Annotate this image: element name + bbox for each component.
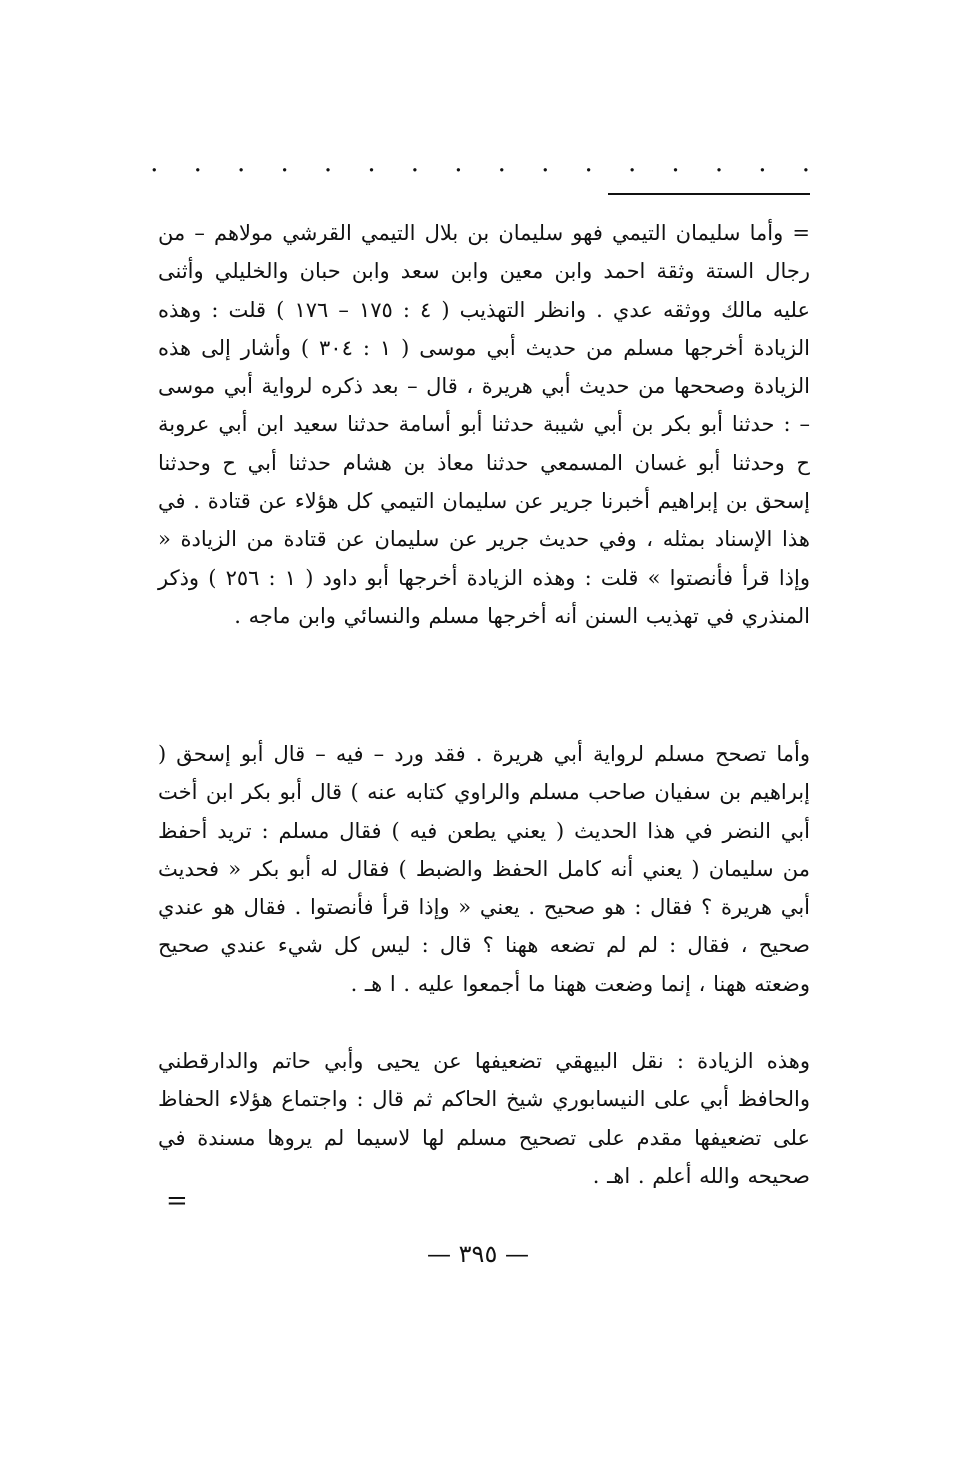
separator-dot: . <box>237 148 246 178</box>
footnote-paragraph-3: وهذه الزيادة : نقل البيهقي تضعيفها عن يحيى وأبي حاتم والدارقطني والحافظ أبي على النيسابوري شيخ الحاكم ثم قال : واجتماع هؤلاء الحفاظ على تضعيفها مقدم على تصحيح مسلم لها لاسيما لم يروها مسندة في صحيحه والله أعلم . اهـ . <box>158 1049 810 1188</box>
separator-dot: . <box>150 148 159 178</box>
separator-dot: . <box>323 148 333 178</box>
footnote-paragraph-2: وأما تصحح مسلم لرواية أبي هريرة . فقد ورد – فيه – قال أبو إسحق ( إبراهيم بن سفيان صاحب مسلم والراوي كتابه عنه ) قال أبو بكر ابن أخت أبي النضر في هذا الحديث ( يعني يطعن فيه ) فقال مسلم : تريد أحفظ من سليمان ( يعني أنه كامل الحفظ والضبط ) فقال له أبو بكر « فحديث أبي هريرة ؟ فقال : هو صحيح . يعني « وإذا قرأ فأنصتوا . فقال هو عندي صحيح ، فقال : لم لم تضعه ههنا ؟ قال : ليس كل شيء عندي صحيح وضعته ههنا ، إنما وضعت ههنا ما أجمعوا عليه . ا هـ . <box>158 742 810 996</box>
footnote-paragraph-1: = وأما سليمان التيمي فهو سليمان بن بلال التيمي القرشي مولاهم – من رجال الستة وثقة احمد وابن معين وابن سعد وابن حبان والخليلي وأثنى عليه مالك ووثقه عدي . وانظر التهذيب ( ٤ : ١٧٥ – ١٧٦ ) قلت : وهذه الزيادة أخرجها مسلم من حديث أبي موسى ( ١ : ٣٠٤ ) وأشار إلى هذه الزيادة وصححها من حديث أبي هريرة ، قال – بعد ذكره لرواية أبي موسى – : حدثنا أبو بكر بن أبي شيبة حدثنا أبو أسامة حدثنا سعيد ابن أبي عروبة ح وحدثنا أبو غسان المسمعي حدثنا معاذ بن هشام حدثنا أبي ح وحدثنا إسحق بن إبراهيم أخبرنا جرير عن سليمان التيمي كل هؤلاء عن قتادة . في هذا الإسناد بمثله ، وفي حديث جرير عن سليمان عن قتادة من الزيادة « وإذا قرأ فأنصتوا » قلت : وهذه الزيادة أخرجها أبو داود ( ١ : ٢٥٦ ) وذكر المنذري في تهذيب السنن أنه أخرجها مسلم والنسائي وابن ماجه . <box>158 221 810 628</box>
separator-dot: . <box>367 148 376 178</box>
separator-dot: . <box>454 148 463 178</box>
separator-dot: . <box>497 148 506 178</box>
dot-separator <box>150 148 810 178</box>
separator-dot: . <box>801 148 810 178</box>
separator-dot: . <box>584 148 593 178</box>
footnote-rule <box>608 193 810 195</box>
page-number: — ٣٩٥ — <box>427 1240 529 1268</box>
separator-dot: . <box>193 148 202 178</box>
separator-dot: . <box>410 148 420 178</box>
separator-dot: . <box>671 148 680 178</box>
separator-dot: . <box>280 148 289 178</box>
continuation-mark: = <box>166 1186 188 1216</box>
separator-dot: . <box>714 148 724 178</box>
separator-dot: . <box>541 148 550 178</box>
separator-dot: . <box>627 148 637 178</box>
separator-dot: . <box>758 148 767 178</box>
